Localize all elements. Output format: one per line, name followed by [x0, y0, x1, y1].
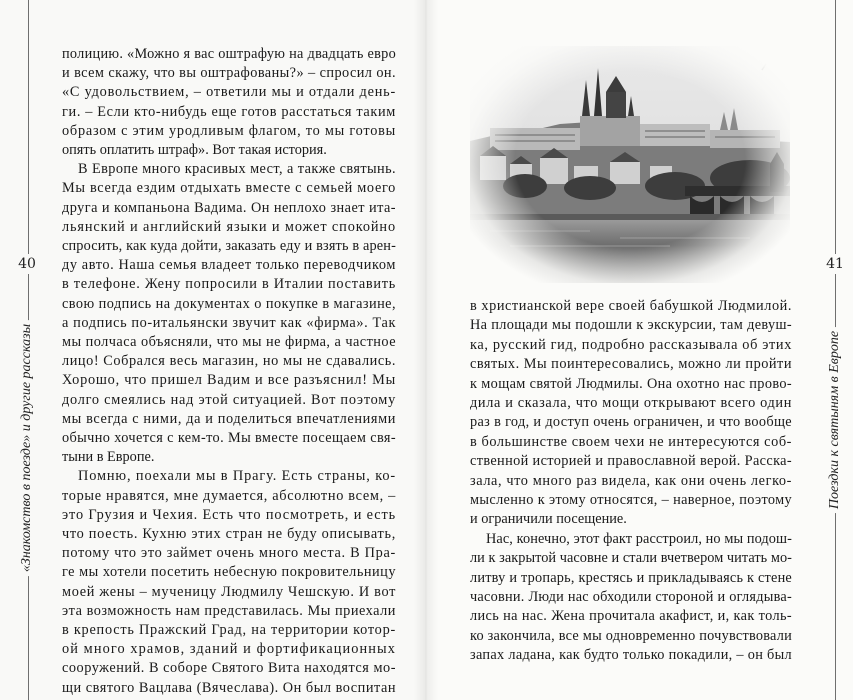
text-line: ге мы хотели посетить небесную покровительницу — [62, 564, 396, 581]
text-line: лицо! Собрался весь магазин, но мы не сдавались. — [62, 353, 396, 370]
text-line: в телефоне. Жену попросили в Италии поставить — [62, 276, 396, 293]
text-line: дила и сказала, что мощи открывают всего один — [470, 395, 792, 411]
text-line: а подпись по-итальянски звучит как «фирма». Так — [62, 314, 396, 331]
text-line: ду авто. Наша семья владеет только переводчиком — [62, 257, 396, 274]
text-line: Мы всегда ездим отдыхать вместе с семьей моего — [62, 180, 396, 197]
text-line: торые нравятся, мне думается, абсолютно всем, – — [62, 487, 396, 504]
right-page-number: 41 — [826, 256, 844, 272]
text-line: ли к закрытой часовне и стали вчетвером читать мо- — [470, 550, 792, 567]
text-line: На площади мы подошли к экскурсии, там девуш- — [470, 317, 792, 334]
text-line: ственной историей и православной верой. Расска- — [470, 453, 792, 470]
text-line: Хорошо, что пришел Вадим и все разъяснил! Мы — [62, 372, 396, 389]
right-running-head: Поездки к святыням в Европе — [827, 327, 843, 513]
photo-vignette — [470, 46, 790, 283]
text-line: зала, что много раз видела, как они очень легко- — [470, 472, 792, 489]
text-line: это Грузия и Чехия. Есть что посмотреть, и есть — [62, 506, 396, 523]
text-line: образом с этим уродливым флагом, то мы готовы — [62, 122, 396, 139]
left-page-number: 40 — [18, 256, 36, 272]
text-line: что поесть. Кухню этих стран не буду описывать, — [62, 526, 396, 542]
text-line: опять оплатить штраф». Вот такая история. — [62, 142, 327, 158]
text-line: ка, русский гид, подробно рассказывала об этих — [470, 336, 792, 353]
text-line: раз в год, и доступ очень ограничен, и что вообще — [470, 414, 792, 431]
text-line: ко закончила, все мы одновременно почувствовали — [470, 627, 792, 644]
left-running-head: «Знакомство в поезде» и другие рассказы — [19, 320, 35, 576]
text-line: Нас, конечно, этот факт расстроил, но мы подош- — [486, 530, 792, 547]
text-line: «С удовольствием, – ответили мы и отдали день- — [62, 84, 396, 101]
text-line: мысленно к этому относятся, – наверное, поэтому — [470, 492, 792, 508]
text-line: мы полчаса объясняли, что мы не фирма, а частное — [62, 334, 396, 350]
text-line: мы всегда с ними, да и поделиться впечатлениями — [62, 410, 396, 427]
text-line: льянский и английский языки и может спокойно — [62, 218, 396, 235]
text-line: к мощам святой Людмилы. Она охотно нас прово- — [470, 375, 792, 392]
text-line: ой много храмов, зданий и фортификационных — [62, 641, 396, 658]
text-line: святых. Мы поинтересовались, можно ли пройти — [470, 356, 792, 373]
text-line: тыни в Европе. — [62, 449, 155, 466]
text-line: друга и компаньона Вадима. Он неплохо знает ита- — [62, 199, 396, 216]
text-line: полицию. «Можно я вас оштрафую на двадцать евро — [62, 46, 396, 62]
text-line: В Европе много красивых мест, а также святынь. — [78, 161, 396, 178]
text-line: литву и тропарь, крестясь и прикладываясь к стене — [470, 569, 792, 586]
text-line: Помню, поехали мы в Прагу. Есть страны, ко- — [78, 468, 396, 485]
text-line: ги. – Если кто-нибудь еще готов расстаться таким — [62, 103, 396, 120]
text-line: долго смеялись над этой ситуацией. Вот поэтому — [62, 391, 396, 408]
text-line: потому что это займет очень много места. В Пра- — [62, 545, 396, 562]
text-line: эта возможность нам представилась. Мы приехали — [62, 602, 396, 619]
text-line: в крепость Пражский Град, на территории котор- — [62, 622, 396, 638]
text-line: сооружений. В соборе Святого Вита находятся мо- — [62, 660, 396, 677]
text-line: в большинстве своем чехи не интересуются соб- — [470, 433, 792, 450]
text-line: лись на нас. Жена прочитала акафист, и, как толь- — [470, 608, 792, 625]
text-line: и всем скажу, что вы оштрафованы?» – спросил он. — [62, 65, 396, 82]
text-line: свою подпись на документах о покупке в магазине, — [62, 295, 396, 312]
text-line: щи святого Вацлава (Вячеслава). Он был воспитан — [62, 679, 396, 696]
text-line: в христианской вере своей бабушкой Людмилой. — [470, 298, 792, 314]
text-line: моей жены – мученицу Людмилу Чешскую. И вот — [62, 583, 396, 600]
text-line: и ограничили посещение. — [470, 511, 627, 528]
text-line: спросить, как куда дойти, заказать еду и взять в арен- — [62, 238, 396, 254]
prague-castle-photo — [470, 46, 790, 283]
text-line: часовни. Люди нас обходили стороной и оглядыва- — [470, 589, 792, 605]
text-line: запах ладана, как будто только покадили, – он был — [470, 647, 792, 664]
text-line: обычно хочется с кем-то. Мы вместе посещаем свя- — [62, 430, 396, 446]
